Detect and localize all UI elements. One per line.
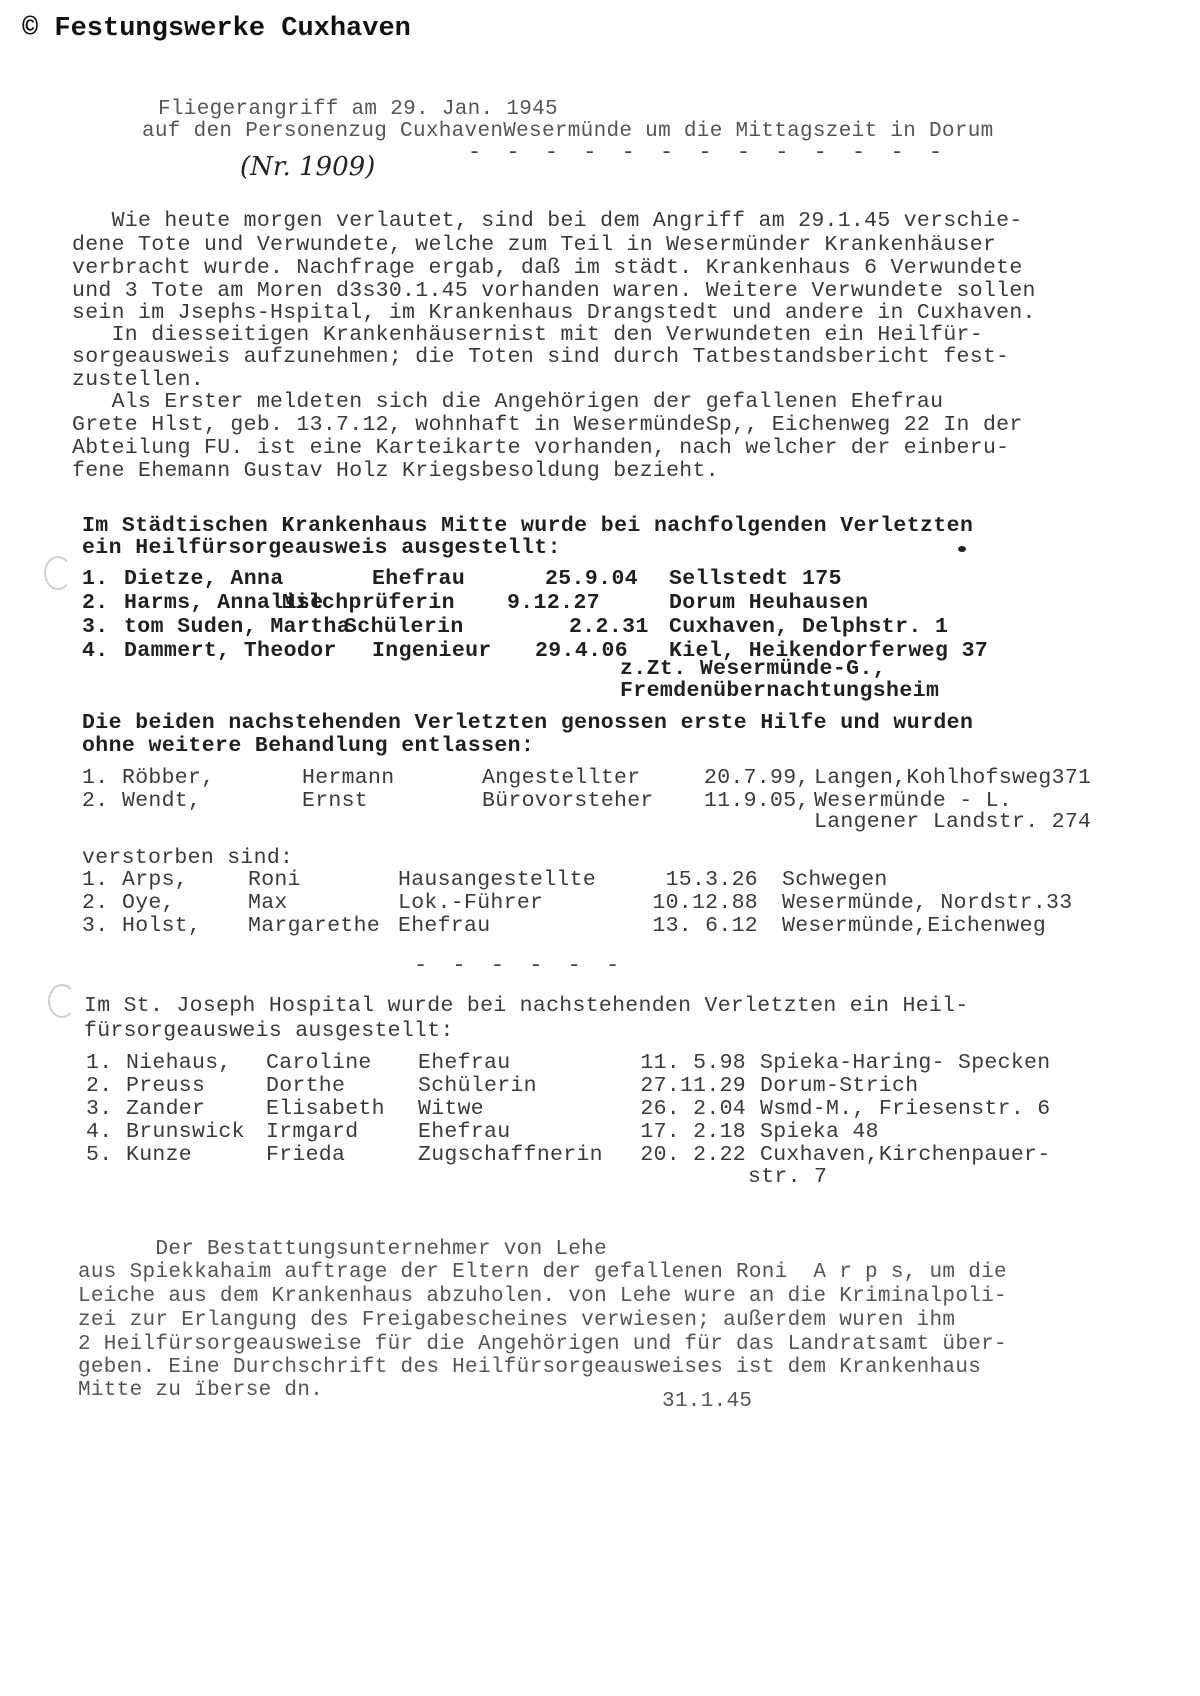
erste-hilfe-heading-2: ohne weitere Behandlung entlassen: [82, 734, 535, 758]
person-role: Schülerin [344, 615, 464, 639]
birth-date: 11.9.05, [704, 789, 810, 813]
punch-hole-mark [44, 556, 72, 590]
person-address: Spieka 48 [760, 1120, 879, 1144]
header-line-1: Fliegerangriff am 29. Jan. 1945 [158, 98, 558, 121]
person-name: Dammert, Theodor [124, 639, 337, 663]
row-number: 5. [86, 1143, 113, 1167]
closing-line: Der Bestattungsunternehmer von Lehe [78, 1238, 607, 1261]
person-address: Spieka-Haring- Specken [760, 1051, 1051, 1075]
intro-line: dene Tote und Verwundete, welche zum Teil in Wesermünder Krankenhäuser [72, 233, 997, 257]
handwritten-note: (Nr. 1909) [240, 152, 376, 182]
person-role: Witwe [418, 1097, 485, 1121]
table-row [86, 1075, 1050, 1098]
table-row [86, 1144, 1050, 1167]
intro-line: Als Erster meldeten sich die Angehörigen der gefallenen Ehefrau [72, 390, 944, 414]
table-row [86, 1052, 1050, 1075]
row-number: 3. [82, 914, 109, 938]
closing-line: geben. Eine Durchschrift des Heilfürsorgeausweises ist dem Krankenhaus [78, 1356, 982, 1379]
birth-date: 29.4.06 [534, 639, 629, 663]
person-role: Ingenieur [372, 639, 492, 663]
intro-line: Abteilung FU. ist eine Karteikarte vorhanden, nach welcher der einberu- [72, 436, 1010, 460]
person-role: Lok.-Führer [398, 891, 544, 915]
death-date: 15.3.26 [665, 868, 758, 892]
verstorben-heading: verstorben sind: [82, 846, 294, 870]
signed-date: 31.1.45 [662, 1390, 753, 1413]
table-row [82, 591, 988, 615]
header-line-2: auf den Personenzug CuxhavenWesermünde um die Mittagszeit in Dorum [142, 120, 994, 143]
table-row [82, 767, 1091, 790]
intro-line: Wie heute morgen verlautet, sind bei dem Angriff am 29.1.45 verschie- [72, 209, 1023, 233]
person-name: Wendt, [122, 789, 202, 813]
joseph-heading-1: Im St. Joseph Hospital wurde bei nachstehenden Verletzten ein Heil- [84, 994, 969, 1018]
erste-hilfe-heading-1: Die beiden nachstehenden Verletzten genossen erste Hilfe und wurden [82, 711, 974, 735]
person-address: Schwegen [782, 868, 888, 892]
mitte-address-cont-1: z.Zt. Wesermünde-G., [620, 657, 887, 681]
person-role: Angestellter [482, 766, 641, 790]
table-row [82, 615, 988, 639]
row-number: 1. [82, 766, 109, 790]
row-number: 2. [82, 891, 109, 915]
table-row [82, 567, 988, 591]
row-number: 1. [86, 1051, 113, 1075]
birth-date: 9.12.27 [506, 591, 601, 615]
row-number: 2. [82, 789, 109, 813]
person-address: Wesermünde,Eichenweg [782, 914, 1047, 938]
closing-line: 2 Heilfürsorgeausweise für die Angehörigen und für das Landratsamt über- [78, 1333, 1007, 1356]
person-role: Schülerin [418, 1074, 537, 1098]
person-first-name: Margarethe [248, 914, 381, 938]
death-date: 13. 6.12 [652, 914, 758, 938]
intro-line: zustellen. [72, 368, 205, 392]
birth-date: 11. 5.98 [640, 1051, 746, 1075]
closing-line: Mitte zu ïberse dn. [78, 1379, 324, 1402]
table-row [86, 1098, 1050, 1121]
birth-date: 20. 2.22 [640, 1143, 746, 1167]
intro-line: fene Ehemann Gustav Holz Kriegsbesoldung bezieht. [72, 459, 719, 483]
person-address: Kiel, Heikendorferweg 37 [668, 639, 989, 663]
person-role: Ehefrau [418, 1051, 511, 1075]
person-name: Preuss [126, 1074, 206, 1098]
row-number: 1. [82, 868, 109, 892]
person-role: Zugschaffnerin [418, 1143, 603, 1167]
table-row [82, 892, 1072, 915]
person-address: Wsmd-M., Friesenstr. 6 [760, 1097, 1051, 1121]
person-address: Dorum Heuhausen [668, 591, 869, 615]
row-number: 4. [82, 639, 109, 663]
person-name: Oye, [122, 891, 175, 915]
person-first-name: Frieda [266, 1143, 346, 1167]
person-role: Hausangestellte [398, 868, 597, 892]
person-first-name: Hermann [302, 766, 395, 790]
mitte-address-cont-2: Fremdenübernachtungsheim [620, 679, 940, 703]
person-role: Ehefrau [372, 567, 466, 591]
person-address: Sellstedt 175 [668, 567, 842, 591]
erste-hilfe-table [82, 767, 1091, 813]
person-address: Wesermünde, Nordstr.33 [782, 891, 1073, 915]
punch-hole-mark [48, 984, 76, 1018]
person-name: Zander [126, 1097, 206, 1121]
intro-line: sein im Jsephs-Hspital, im Krankenhaus Drangstedt und andere in Cuxhaven. [72, 301, 1036, 325]
person-name: Brunswick [126, 1120, 245, 1144]
person-role: Ehefrau [418, 1120, 511, 1144]
birth-date: 17. 2.18 [640, 1120, 746, 1144]
ink-speck [958, 546, 966, 552]
person-address: Cuxhaven, Delphstr. 1 [668, 615, 949, 639]
copyright-notice: © Festungswerke Cuxhaven [22, 14, 411, 44]
person-address: Cuxhaven,Kirchenpauer- [760, 1143, 1051, 1167]
birth-date: 2.2.31 [568, 615, 649, 639]
intro-line: und 3 Tote am Moren d3s30.1.45 vorhanden waren. Weitere Verwundete sollen [72, 279, 1036, 303]
intro-line: In diesseitigen Krankenhäusernist mit den Verwundeten ein Heilfür- [72, 323, 983, 347]
person-name: Dietze, Anna [124, 567, 284, 591]
person-name: Röbber, [122, 766, 215, 790]
row-number: 4. [86, 1120, 113, 1144]
birth-date: 27.11.29 [640, 1074, 746, 1098]
mitte-heading-2: ein Heilfürsorgeausweis ausgestellt: [82, 536, 561, 560]
intro-line: Grete Hlst, geb. 13.7.12, wohnhaft in WesermündeSp,, Eichenweg 22 In der [72, 413, 1023, 437]
person-address: Langen,Kohlhofsweg371 [814, 766, 1092, 790]
person-first-name: Irmgard [266, 1120, 359, 1144]
row-number: 2. [86, 1074, 113, 1098]
person-first-name: Caroline [266, 1051, 372, 1075]
birth-date: 25.9.04 [544, 567, 639, 591]
table-row [82, 869, 1072, 892]
erste-hilfe-address-cont: Langener Landstr. 274 [814, 810, 1092, 834]
row-number: 3. [86, 1097, 113, 1121]
closing-line: aus Spiekkahaim auftrage der Eltern der gefallenen Roni A r p s, um die [78, 1261, 1007, 1284]
birth-date: 20.7.99, [704, 766, 810, 790]
person-name: tom Suden, Martha [124, 615, 351, 639]
person-name: Kunze [126, 1143, 193, 1167]
row-number: 2. [82, 591, 109, 615]
mitte-table [82, 567, 988, 663]
person-address: Wesermünde - L. [814, 789, 1013, 813]
row-number: 3. [82, 615, 109, 639]
closing-line: Leiche aus dem Krankenhaus abzuholen. von Lehe wure an die Kriminalpoli- [78, 1285, 1007, 1308]
person-role: Milchprüferin [282, 591, 455, 615]
mitte-heading-1: Im Städtischen Krankenhaus Mitte wurde bei nachfolgenden Verletzten [82, 514, 974, 538]
person-name: Holst, [122, 914, 202, 938]
closing-line: zei zur Erlangung des Freigabescheines verwiesen; außerdem wuren ihm [78, 1309, 956, 1332]
person-role: Bürovorsteher [482, 789, 654, 813]
verstorben-table [82, 869, 1072, 938]
section-divider: - - - - - - [414, 953, 626, 978]
person-name: Harms, Annalise [124, 591, 324, 615]
joseph-table [86, 1052, 1050, 1167]
intro-line: verbracht wurde. Nachfrage ergab, daß im städt. Krankenhaus 6 Verwundete [72, 256, 1023, 280]
person-role: Ehefrau [398, 914, 491, 938]
intro-line: sorgeausweis aufzunehmen; die Toten sind durch Tatbestandsbericht fest- [72, 345, 1010, 369]
person-first-name: Max [248, 891, 288, 915]
row-number: 1. [82, 567, 109, 591]
person-first-name: Roni [248, 868, 301, 892]
death-date: 10.12.88 [652, 891, 758, 915]
person-first-name: Ernst [302, 789, 369, 813]
person-name: Niehaus, [126, 1051, 232, 1075]
table-row [86, 1121, 1050, 1144]
person-first-name: Elisabeth [266, 1097, 385, 1121]
birth-date: 26. 2.04 [640, 1097, 746, 1121]
person-first-name: Dorthe [266, 1074, 346, 1098]
header-dashes: - - - - - - - - - - - - - [468, 140, 949, 165]
joseph-heading-2: fürsorgeausweis ausgestellt: [84, 1019, 454, 1043]
person-address: Dorum-Strich [760, 1074, 919, 1098]
person-name: Arps, [122, 868, 189, 892]
joseph-address-cont: str. 7 [748, 1165, 828, 1189]
table-row [82, 915, 1072, 938]
